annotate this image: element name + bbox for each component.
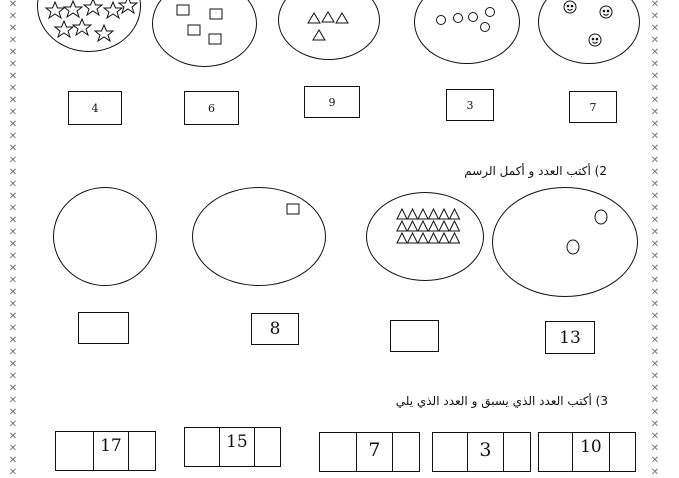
answer-value: 13 xyxy=(559,327,581,348)
triangle-icon xyxy=(439,209,449,219)
border-cross-icon: ✕ xyxy=(650,47,660,58)
star-icon xyxy=(55,21,73,37)
border-cross-icon: ✕ xyxy=(8,179,18,190)
before-cell[interactable] xyxy=(185,428,219,466)
triangle-icon xyxy=(408,233,418,243)
border-cross-icon: ✕ xyxy=(650,299,660,310)
triangles-group xyxy=(279,0,381,61)
star-icon xyxy=(46,2,64,18)
squares-group xyxy=(153,0,258,68)
border-cross-icon: ✕ xyxy=(650,155,660,166)
before-cell[interactable] xyxy=(320,433,356,471)
oval-triangles xyxy=(366,192,484,281)
border-cross-icon: ✕ xyxy=(8,275,18,286)
after-cell[interactable] xyxy=(128,432,155,470)
circle-triangles xyxy=(278,0,380,60)
decorative-border-right xyxy=(650,0,660,478)
border-cross-icon: ✕ xyxy=(650,287,660,298)
border-cross-icon: ✕ xyxy=(8,0,18,10)
border-cross-icon: ✕ xyxy=(650,203,660,214)
small-circle-icon xyxy=(567,240,579,254)
border-cross-icon: ✕ xyxy=(8,287,18,298)
small-circles-group xyxy=(493,188,639,298)
border-cross-icon: ✕ xyxy=(8,203,18,214)
border-cross-icon: ✕ xyxy=(8,215,18,226)
number-triplet xyxy=(319,432,420,472)
border-cross-icon: ✕ xyxy=(8,239,18,250)
triangle-icon xyxy=(322,12,334,22)
triangle-icon xyxy=(450,209,460,219)
border-cross-icon: ✕ xyxy=(650,71,660,82)
border-cross-icon: ✕ xyxy=(8,371,18,382)
small-circle-icon xyxy=(481,23,490,32)
after-cell[interactable] xyxy=(392,433,419,471)
triangle-icon xyxy=(450,233,460,243)
smiley-icon xyxy=(589,34,601,46)
circle-stars xyxy=(37,0,141,52)
border-cross-icon: ✕ xyxy=(8,47,18,58)
given-number-cell: 7 xyxy=(356,433,391,471)
star-icon xyxy=(104,2,122,18)
oval-circles xyxy=(492,187,638,297)
answer-value: 6 xyxy=(208,101,215,115)
answer-box-triangles[interactable] xyxy=(390,320,439,352)
border-cross-icon: ✕ xyxy=(8,347,18,358)
border-cross-icon: ✕ xyxy=(650,275,660,286)
after-cell[interactable] xyxy=(254,428,280,466)
before-cell[interactable] xyxy=(433,433,467,471)
triangle-icon xyxy=(408,221,418,231)
border-cross-icon: ✕ xyxy=(650,11,660,22)
border-cross-icon: ✕ xyxy=(650,359,660,370)
border-cross-icon: ✕ xyxy=(650,179,660,190)
border-cross-icon: ✕ xyxy=(8,431,18,442)
triangle-icon xyxy=(397,221,407,231)
border-cross-icon: ✕ xyxy=(650,443,660,454)
border-cross-icon: ✕ xyxy=(8,95,18,106)
border-cross-icon: ✕ xyxy=(8,335,18,346)
answer-box-empty-circle[interactable] xyxy=(78,312,129,344)
border-cross-icon: ✕ xyxy=(8,23,18,34)
decorative-border-left xyxy=(8,0,18,478)
border-cross-icon: ✕ xyxy=(650,215,660,226)
border-cross-icon: ✕ xyxy=(8,455,18,466)
border-cross-icon: ✕ xyxy=(8,359,18,370)
triangle-icon xyxy=(418,209,428,219)
border-cross-icon: ✕ xyxy=(650,23,660,34)
answer-box-circles[interactable] xyxy=(446,89,494,121)
star-icon xyxy=(84,0,102,15)
given-number-cell: 10 xyxy=(572,433,608,471)
border-cross-icon: ✕ xyxy=(8,263,18,274)
triangle-icon xyxy=(429,221,439,231)
border-cross-icon: ✕ xyxy=(8,383,18,394)
given-number-cell: 17 xyxy=(93,432,127,470)
border-cross-icon: ✕ xyxy=(8,155,18,166)
border-cross-icon: ✕ xyxy=(650,35,660,46)
triangle-icon xyxy=(429,233,439,243)
border-cross-icon: ✕ xyxy=(650,335,660,346)
border-cross-icon: ✕ xyxy=(650,467,660,478)
border-cross-icon: ✕ xyxy=(8,119,18,130)
small-circle-icon xyxy=(454,14,463,23)
answer-value: 8 xyxy=(269,319,281,339)
border-cross-icon: ✕ xyxy=(650,191,660,202)
smiley-icon xyxy=(600,6,612,18)
triangle-icon xyxy=(308,13,320,23)
small-circle-icon xyxy=(595,210,607,224)
border-cross-icon: ✕ xyxy=(650,455,660,466)
section2-heading: 2) أكتب العدد و أكمل الرسم xyxy=(464,164,607,178)
border-cross-icon: ✕ xyxy=(8,311,18,322)
triangle-icon xyxy=(439,221,449,231)
answer-box-oval-square[interactable] xyxy=(251,313,299,345)
square-icon xyxy=(287,204,299,214)
square-icon xyxy=(210,9,222,19)
before-cell[interactable] xyxy=(56,432,93,470)
border-cross-icon: ✕ xyxy=(8,227,18,238)
square-group xyxy=(193,188,327,287)
triangle-icon xyxy=(439,233,449,243)
small-circle-icon xyxy=(486,8,495,17)
answer-box-stars[interactable] xyxy=(68,91,122,125)
square-icon xyxy=(188,25,200,35)
star-icon xyxy=(73,19,91,35)
given-number-cell: 15 xyxy=(219,428,253,466)
border-cross-icon: ✕ xyxy=(8,131,18,142)
border-cross-icon: ✕ xyxy=(650,395,660,406)
border-cross-icon: ✕ xyxy=(650,371,660,382)
border-cross-icon: ✕ xyxy=(8,395,18,406)
small-circle-icon xyxy=(469,13,478,22)
triangle-grid xyxy=(367,193,485,282)
after-cell[interactable] xyxy=(609,433,635,471)
small-circle-icon xyxy=(437,16,446,25)
border-cross-icon: ✕ xyxy=(8,83,18,94)
border-cross-icon: ✕ xyxy=(650,83,660,94)
border-cross-icon: ✕ xyxy=(8,71,18,82)
border-cross-icon: ✕ xyxy=(8,299,18,310)
star-icon xyxy=(95,25,113,41)
triangle-icon xyxy=(313,30,325,40)
border-cross-icon: ✕ xyxy=(8,443,18,454)
border-cross-icon: ✕ xyxy=(650,347,660,358)
answer-value: 3 xyxy=(466,98,474,112)
oval-one-square xyxy=(192,187,326,286)
border-cross-icon: ✕ xyxy=(650,251,660,262)
answer-box-smileys[interactable] xyxy=(569,91,617,123)
border-cross-icon: ✕ xyxy=(650,323,660,334)
border-cross-icon: ✕ xyxy=(650,311,660,322)
section3-heading: 3) أكتب العدد الذي يسبق و العدد الذي يلي xyxy=(395,394,608,408)
border-cross-icon: ✕ xyxy=(650,131,660,142)
smileys-group xyxy=(539,0,641,65)
border-cross-icon: ✕ xyxy=(8,323,18,334)
border-cross-icon: ✕ xyxy=(650,59,660,70)
triangle-icon xyxy=(418,221,428,231)
border-cross-icon: ✕ xyxy=(650,95,660,106)
border-cross-icon: ✕ xyxy=(650,167,660,178)
border-cross-icon: ✕ xyxy=(8,407,18,418)
border-cross-icon: ✕ xyxy=(8,107,18,118)
triangle-icon xyxy=(450,221,460,231)
border-cross-icon: ✕ xyxy=(8,143,18,154)
border-cross-icon: ✕ xyxy=(650,431,660,442)
border-cross-icon: ✕ xyxy=(8,11,18,22)
triangle-icon xyxy=(336,13,348,23)
answer-value: 7 xyxy=(589,100,597,114)
answer-value: 4 xyxy=(91,101,99,115)
after-cell[interactable] xyxy=(503,433,530,471)
border-cross-icon: ✕ xyxy=(650,227,660,238)
border-cross-icon: ✕ xyxy=(650,263,660,274)
square-icon xyxy=(209,34,221,44)
border-cross-icon: ✕ xyxy=(650,407,660,418)
border-cross-icon: ✕ xyxy=(8,467,18,478)
border-cross-icon: ✕ xyxy=(8,35,18,46)
border-cross-icon: ✕ xyxy=(8,419,18,430)
star-icon xyxy=(119,0,137,13)
border-cross-icon: ✕ xyxy=(650,419,660,430)
circle-smileys xyxy=(538,0,640,64)
number-triplet xyxy=(432,432,531,472)
answer-box-oval-circles[interactable] xyxy=(545,321,595,354)
answer-box-triangles[interactable] xyxy=(304,86,360,118)
border-cross-icon: ✕ xyxy=(8,251,18,262)
border-cross-icon: ✕ xyxy=(8,167,18,178)
answer-box-squares[interactable] xyxy=(184,91,239,125)
star-icon xyxy=(64,1,82,17)
border-cross-icon: ✕ xyxy=(650,119,660,130)
border-cross-icon: ✕ xyxy=(650,0,660,10)
border-cross-icon: ✕ xyxy=(650,107,660,118)
circle-circles xyxy=(414,0,520,64)
small-circles-group xyxy=(415,0,521,65)
triangle-icon xyxy=(429,209,439,219)
circle-squares xyxy=(152,0,257,67)
triangle-icon xyxy=(408,209,418,219)
empty-circle xyxy=(53,187,157,286)
border-cross-icon: ✕ xyxy=(650,143,660,154)
border-cross-icon: ✕ xyxy=(650,239,660,250)
number-triplet xyxy=(538,432,636,472)
smiley-icon xyxy=(564,1,576,13)
number-triplet xyxy=(55,431,156,471)
border-cross-icon: ✕ xyxy=(8,191,18,202)
triangle-icon xyxy=(397,209,407,219)
given-number-cell: 3 xyxy=(467,433,502,471)
triangle-icon xyxy=(418,233,428,243)
square-icon xyxy=(177,5,189,15)
before-cell[interactable] xyxy=(539,433,572,471)
triangle-icon xyxy=(397,233,407,243)
number-triplet xyxy=(184,427,281,467)
answer-value: 9 xyxy=(328,95,336,109)
border-cross-icon: ✕ xyxy=(8,59,18,70)
stars-group xyxy=(38,0,142,53)
border-cross-icon: ✕ xyxy=(650,383,660,394)
